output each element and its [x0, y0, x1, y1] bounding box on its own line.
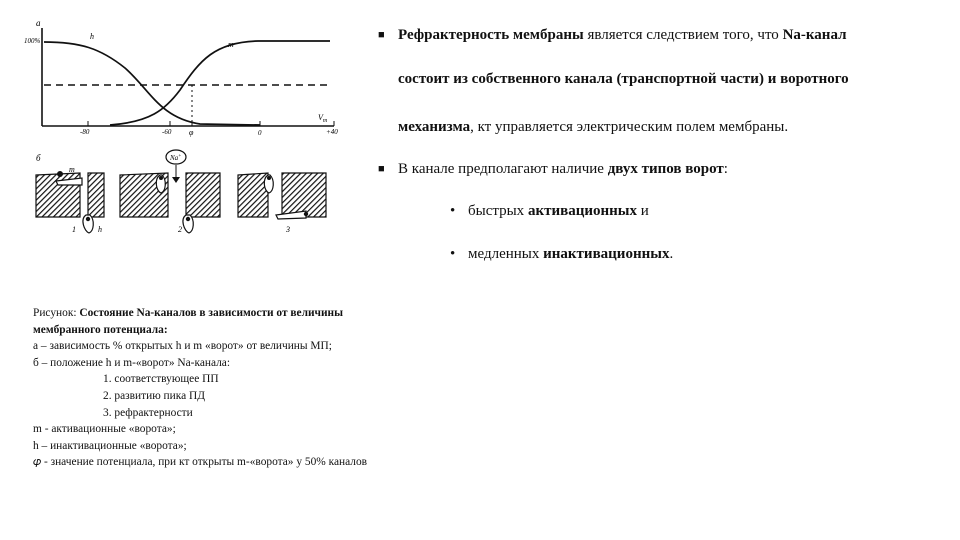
graph-x-unit-label: $V_m$	[318, 113, 328, 124]
square-bullet-icon: ■	[378, 29, 385, 41]
bullet-line	[398, 28, 847, 43]
sub-bullet-fast	[450, 204, 649, 219]
sub-bullet-slow	[450, 247, 673, 262]
stage-label: 2	[178, 225, 182, 234]
text-span: медленных	[468, 246, 544, 262]
graph-x-tick-label: -60	[162, 128, 172, 136]
bold-term: механизма	[398, 119, 471, 135]
caption-line: б – положение h и m-«ворот» Na-канала:	[33, 356, 231, 369]
caption-line: 𝜑 - значение потенциала, при кт открыты m-«ворота» у 50% каналов	[33, 456, 368, 469]
bold-term: активационных	[527, 203, 637, 219]
sodium-ion	[166, 150, 186, 183]
channel-peak-state	[120, 173, 220, 233]
text-span: быстрых	[468, 203, 528, 219]
caption-line: а – зависимость % открытых h и m «ворот» от величины МП;	[33, 340, 332, 353]
channel-resting-state	[36, 171, 104, 233]
text-span: В канале предполагают наличие	[398, 161, 608, 177]
caption-title: мембранного потенциала:	[33, 323, 168, 336]
bullet-line	[398, 120, 788, 135]
caption-label: Рисунок:	[33, 307, 80, 319]
bullet-line	[398, 72, 849, 87]
graph-x-tick-label: -80	[80, 128, 90, 136]
round-bullet-icon: •	[450, 203, 456, 219]
round-bullet-icon: •	[450, 246, 456, 262]
bullet-gate-types	[378, 162, 728, 177]
h-gate-curve	[44, 42, 260, 125]
m-gate-curve	[110, 41, 330, 125]
m-gate-label: m	[69, 165, 75, 174]
square-bullet-icon: ■	[378, 163, 385, 175]
text-span: , кт управляется электрическим полем мембраны.	[470, 119, 789, 135]
stage-label: 1	[72, 225, 76, 234]
caption-line: h – инактивационные «ворота»;	[33, 439, 187, 452]
text-span: является следствием того, что	[583, 27, 783, 43]
caption-item: 3. рефрактерности	[103, 406, 193, 419]
graph-x-tick-label: φ	[189, 128, 194, 137]
graph-panel-label: a	[36, 18, 41, 28]
caption-title: Состояние Na-каналов в зависимости от величины	[79, 307, 343, 319]
caption-title-line	[33, 305, 473, 322]
h-curve-label: h	[90, 32, 94, 41]
na-channel-gates-diagram	[0, 145, 350, 240]
bullet-refractoriness	[378, 28, 847, 43]
bold-term: состоит из собственного канала (транспортной части) и воротного	[398, 71, 849, 87]
svg-text:Na+: Na+	[170, 154, 182, 162]
graph-y-100-label: 100%	[24, 37, 41, 45]
h-gate-label: h	[98, 225, 102, 234]
text-span: :	[723, 161, 728, 177]
text-span: .	[669, 246, 674, 262]
figure-caption	[33, 305, 473, 471]
bold-term: двух типов ворот	[607, 161, 724, 177]
stage-label: 3	[286, 225, 290, 234]
text-span: и	[636, 203, 649, 219]
caption-item: 2. развитию пика ПД	[103, 389, 205, 402]
caption-line: m - активационные «ворота»;	[33, 423, 176, 436]
graph-x-tick-label: 0	[258, 129, 262, 137]
m-curve-label: m	[228, 40, 234, 49]
gate-open-percentage-graph	[0, 0, 350, 145]
channel-refractory-state	[238, 173, 326, 219]
bold-term: Рефрактерность мембраны	[398, 27, 584, 43]
caption-item: 1. соответствующее ПП	[103, 373, 219, 386]
bullet-line	[468, 204, 649, 219]
caption-title-line	[33, 322, 473, 339]
graph-x-tick-label: +40	[326, 128, 338, 136]
bullet-line	[398, 162, 728, 177]
bullet-line	[468, 247, 673, 262]
diagram-panel-label: б	[36, 153, 41, 163]
bold-term: инактивационных	[543, 246, 670, 262]
bold-term: Na-канал	[782, 27, 847, 43]
